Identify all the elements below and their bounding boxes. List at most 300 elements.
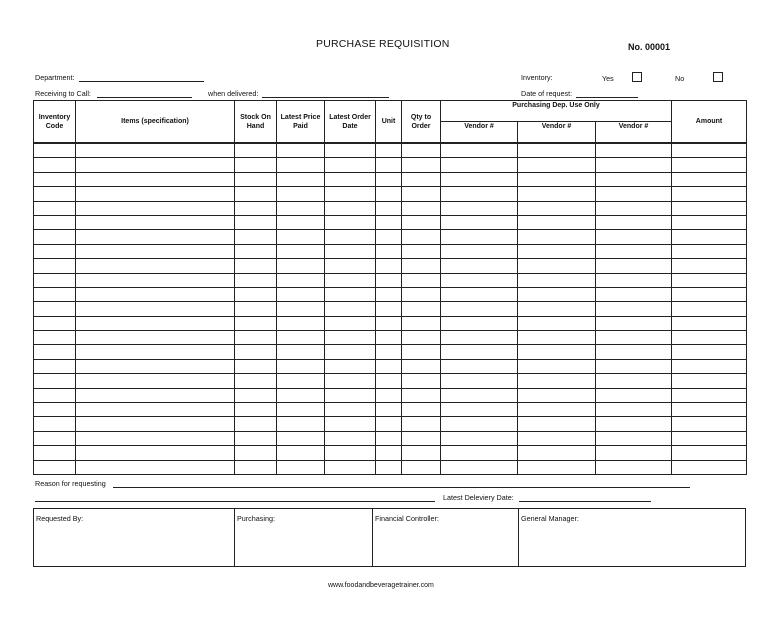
table-cell[interactable]	[596, 417, 672, 431]
table-cell[interactable]	[376, 345, 402, 359]
requested-by-box[interactable]	[33, 508, 234, 567]
reason-label: Reason for requesting	[35, 479, 106, 488]
table-cell[interactable]	[518, 331, 596, 345]
table-cell[interactable]	[402, 316, 441, 330]
table-cell[interactable]	[402, 345, 441, 359]
table-cell[interactable]	[441, 374, 518, 388]
table-cell[interactable]	[672, 259, 747, 273]
table-cell[interactable]	[277, 331, 325, 345]
table-cell[interactable]	[672, 403, 747, 417]
table-cell[interactable]	[672, 158, 747, 172]
table-cell[interactable]	[34, 374, 76, 388]
table-cell[interactable]	[441, 345, 518, 359]
table-cell[interactable]	[235, 172, 277, 186]
table-cell[interactable]	[596, 403, 672, 417]
table-cell[interactable]	[277, 215, 325, 229]
table-cell[interactable]	[76, 158, 235, 172]
table-cell[interactable]	[235, 460, 277, 474]
table-cell[interactable]	[596, 230, 672, 244]
table-cell[interactable]	[441, 144, 518, 158]
date-of-request-field[interactable]	[576, 97, 638, 98]
table-cell[interactable]	[596, 172, 672, 186]
table-cell[interactable]	[235, 388, 277, 402]
table-row	[34, 359, 747, 373]
table-cell[interactable]	[76, 316, 235, 330]
table-cell[interactable]	[76, 144, 235, 158]
table-cell[interactable]	[596, 244, 672, 258]
table-row	[34, 144, 747, 158]
table-cell[interactable]	[596, 273, 672, 287]
table-row	[34, 403, 747, 417]
table-cell[interactable]	[441, 316, 518, 330]
inventory-yes-checkbox[interactable]	[632, 72, 642, 82]
table-cell[interactable]	[672, 316, 747, 330]
table-cell[interactable]	[518, 374, 596, 388]
table-cell[interactable]	[325, 403, 376, 417]
table-cell[interactable]	[518, 403, 596, 417]
table-cell[interactable]	[402, 215, 441, 229]
table-cell[interactable]	[518, 230, 596, 244]
table-cell[interactable]	[34, 187, 76, 201]
table-cell[interactable]	[518, 388, 596, 402]
table-cell[interactable]	[325, 215, 376, 229]
table-cell[interactable]	[34, 273, 76, 287]
table-cell[interactable]	[596, 431, 672, 445]
table-cell[interactable]	[596, 215, 672, 229]
table-cell[interactable]	[325, 259, 376, 273]
table-cell[interactable]	[277, 302, 325, 316]
table-cell[interactable]	[518, 273, 596, 287]
table-cell[interactable]	[402, 201, 441, 215]
receiving-to-call-label: Receiving to Call:	[35, 89, 91, 98]
table-cell[interactable]	[518, 201, 596, 215]
table-cell[interactable]	[34, 287, 76, 301]
table-cell[interactable]	[402, 172, 441, 186]
table-cell[interactable]	[235, 403, 277, 417]
table-cell[interactable]	[518, 172, 596, 186]
table-cell[interactable]	[34, 144, 76, 158]
table-cell[interactable]	[518, 187, 596, 201]
table-cell[interactable]	[235, 215, 277, 229]
table-cell[interactable]	[402, 259, 441, 273]
table-cell[interactable]	[518, 158, 596, 172]
table-cell[interactable]	[376, 187, 402, 201]
table-cell[interactable]	[235, 417, 277, 431]
table-cell[interactable]	[34, 244, 76, 258]
table-cell[interactable]	[34, 259, 76, 273]
table-cell[interactable]	[277, 403, 325, 417]
table-cell[interactable]	[325, 359, 376, 373]
table-cell[interactable]	[376, 144, 402, 158]
table-cell[interactable]	[441, 331, 518, 345]
col-latest-price-paid: Latest Price Paid	[277, 101, 325, 143]
table-cell[interactable]	[325, 446, 376, 460]
table-cell[interactable]	[596, 446, 672, 460]
table-cell[interactable]	[376, 359, 402, 373]
col-latest-order-date: Latest Order Date	[325, 101, 376, 143]
table-cell[interactable]	[402, 403, 441, 417]
table-cell[interactable]	[76, 460, 235, 474]
table-cell[interactable]	[325, 316, 376, 330]
table-cell[interactable]	[76, 302, 235, 316]
table-cell[interactable]	[376, 417, 402, 431]
table-cell[interactable]	[376, 403, 402, 417]
table-cell[interactable]	[672, 215, 747, 229]
table-cell[interactable]	[376, 230, 402, 244]
table-cell[interactable]	[402, 302, 441, 316]
table-cell[interactable]	[76, 403, 235, 417]
table-cell[interactable]	[34, 331, 76, 345]
table-cell[interactable]	[76, 187, 235, 201]
table-cell[interactable]	[235, 230, 277, 244]
table-cell[interactable]	[235, 446, 277, 460]
table-cell[interactable]	[441, 215, 518, 229]
financial-controller-label: Financial Controller:	[375, 514, 439, 523]
table-row	[34, 316, 747, 330]
table-cell[interactable]	[76, 388, 235, 402]
table-cell[interactable]	[277, 187, 325, 201]
form-title: PURCHASE REQUISITION	[316, 38, 450, 50]
table-cell[interactable]	[596, 316, 672, 330]
table-cell[interactable]	[34, 403, 76, 417]
table-cell[interactable]	[325, 431, 376, 445]
table-cell[interactable]	[277, 460, 325, 474]
table-cell[interactable]	[518, 287, 596, 301]
table-cell[interactable]	[235, 144, 277, 158]
table-cell[interactable]	[441, 417, 518, 431]
table-cell[interactable]	[402, 359, 441, 373]
table-cell[interactable]	[325, 460, 376, 474]
table-cell[interactable]	[76, 259, 235, 273]
table-cell[interactable]	[402, 431, 441, 445]
table-cell[interactable]	[277, 287, 325, 301]
table-cell[interactable]	[376, 388, 402, 402]
table-cell[interactable]	[34, 316, 76, 330]
table-cell[interactable]	[441, 287, 518, 301]
table-cell[interactable]	[325, 374, 376, 388]
table-cell[interactable]	[277, 259, 325, 273]
table-cell[interactable]	[76, 446, 235, 460]
table-cell[interactable]	[34, 460, 76, 474]
table-cell[interactable]	[518, 144, 596, 158]
table-cell[interactable]	[34, 172, 76, 186]
table-cell[interactable]	[325, 345, 376, 359]
table-cell[interactable]	[34, 431, 76, 445]
table-cell[interactable]	[34, 345, 76, 359]
table-cell[interactable]	[277, 230, 325, 244]
table-cell[interactable]	[402, 287, 441, 301]
table-cell[interactable]	[325, 158, 376, 172]
table-cell[interactable]	[76, 244, 235, 258]
table-cell[interactable]	[518, 259, 596, 273]
table-cell[interactable]	[34, 446, 76, 460]
table-row	[34, 431, 747, 445]
when-delivered-field[interactable]	[262, 97, 389, 98]
table-cell[interactable]	[376, 316, 402, 330]
latest-delivery-date-field[interactable]	[519, 501, 651, 502]
table-cell[interactable]	[596, 259, 672, 273]
table-cell[interactable]	[34, 359, 76, 373]
table-cell[interactable]	[672, 302, 747, 316]
receiving-to-call-field[interactable]	[97, 97, 192, 98]
table-cell[interactable]	[376, 201, 402, 215]
inventory-label: Inventory:	[521, 73, 553, 82]
requisition-table	[33, 100, 747, 475]
table-cell[interactable]	[325, 187, 376, 201]
table-cell[interactable]	[76, 431, 235, 445]
table-row	[34, 460, 747, 474]
table-cell[interactable]	[325, 287, 376, 301]
table-cell[interactable]	[34, 417, 76, 431]
table-cell[interactable]	[518, 345, 596, 359]
table-cell[interactable]	[672, 446, 747, 460]
table-cell[interactable]	[518, 446, 596, 460]
table-cell[interactable]	[277, 244, 325, 258]
table-row	[34, 446, 747, 460]
table-cell[interactable]	[672, 172, 747, 186]
table-cell[interactable]	[235, 331, 277, 345]
table-cell[interactable]	[402, 244, 441, 258]
table-cell[interactable]	[376, 460, 402, 474]
inventory-yes-label: Yes	[602, 74, 614, 83]
table-cell[interactable]	[441, 388, 518, 402]
table-cell[interactable]	[402, 388, 441, 402]
col-amount: Amount	[672, 101, 747, 143]
table-row	[34, 417, 747, 431]
table-cell[interactable]	[235, 359, 277, 373]
table-cell[interactable]	[518, 431, 596, 445]
table-row	[34, 259, 747, 273]
table-cell[interactable]	[518, 359, 596, 373]
table-cell[interactable]	[518, 460, 596, 474]
table-cell[interactable]	[441, 201, 518, 215]
table-row	[34, 215, 747, 229]
table-cell[interactable]	[277, 172, 325, 186]
table-cell[interactable]	[235, 187, 277, 201]
table-cell[interactable]	[596, 460, 672, 474]
table-cell[interactable]	[76, 374, 235, 388]
reason-field-line-2[interactable]	[35, 501, 435, 502]
general-manager-box[interactable]	[518, 508, 746, 567]
table-cell[interactable]	[441, 187, 518, 201]
table-cell[interactable]	[518, 244, 596, 258]
table-cell[interactable]	[76, 172, 235, 186]
table-row	[34, 201, 747, 215]
table-cell[interactable]	[672, 144, 747, 158]
inventory-no-checkbox[interactable]	[713, 72, 723, 82]
table-cell[interactable]	[235, 287, 277, 301]
table-cell[interactable]	[277, 273, 325, 287]
table-cell[interactable]	[325, 417, 376, 431]
table-cell[interactable]	[402, 446, 441, 460]
table-cell[interactable]	[376, 259, 402, 273]
table-cell[interactable]	[34, 230, 76, 244]
table-cell[interactable]	[518, 316, 596, 330]
table-cell[interactable]	[518, 302, 596, 316]
table-cell[interactable]	[441, 259, 518, 273]
table-cell[interactable]	[596, 359, 672, 373]
table-cell[interactable]	[672, 388, 747, 402]
table-cell[interactable]	[376, 244, 402, 258]
purchasing-box[interactable]	[234, 508, 372, 567]
reason-field[interactable]	[113, 487, 690, 488]
table-row	[34, 244, 747, 258]
table-cell[interactable]	[76, 230, 235, 244]
col-stock-on-hand: Stock On Hand	[235, 101, 277, 143]
table-cell[interactable]	[596, 331, 672, 345]
table-cell[interactable]	[277, 201, 325, 215]
table-cell[interactable]	[325, 388, 376, 402]
table-cell[interactable]	[441, 230, 518, 244]
table-cell[interactable]	[376, 431, 402, 445]
department-field[interactable]	[79, 81, 204, 82]
table-cell[interactable]	[672, 374, 747, 388]
table-cell[interactable]	[376, 215, 402, 229]
table-cell[interactable]	[672, 201, 747, 215]
table-cell[interactable]	[376, 302, 402, 316]
table-cell[interactable]	[76, 331, 235, 345]
table-cell[interactable]	[376, 172, 402, 186]
table-cell[interactable]	[235, 302, 277, 316]
table-cell[interactable]	[672, 345, 747, 359]
table-cell[interactable]	[441, 359, 518, 373]
table-cell[interactable]	[376, 331, 402, 345]
table-cell[interactable]	[441, 244, 518, 258]
table-cell[interactable]	[596, 201, 672, 215]
table-cell[interactable]	[34, 201, 76, 215]
table-cell[interactable]	[235, 374, 277, 388]
general-manager-label: General Manager:	[521, 514, 579, 523]
table-cell[interactable]	[325, 331, 376, 345]
table-cell[interactable]	[325, 302, 376, 316]
table-cell[interactable]	[76, 359, 235, 373]
table-cell[interactable]	[325, 244, 376, 258]
table-cell[interactable]	[325, 230, 376, 244]
when-delivered-label: when delivered:	[208, 89, 259, 98]
table-cell[interactable]	[277, 144, 325, 158]
table-cell[interactable]	[235, 431, 277, 445]
table-cell[interactable]	[34, 388, 76, 402]
table-cell[interactable]	[402, 417, 441, 431]
table-cell[interactable]	[672, 187, 747, 201]
department-label: Department:	[35, 73, 75, 82]
table-row	[34, 158, 747, 172]
table-cell[interactable]	[325, 273, 376, 287]
table-cell[interactable]	[325, 172, 376, 186]
table-cell[interactable]	[76, 345, 235, 359]
table-cell[interactable]	[441, 302, 518, 316]
table-cell[interactable]	[34, 302, 76, 316]
table-cell[interactable]	[277, 359, 325, 373]
table-cell[interactable]	[672, 230, 747, 244]
table-cell[interactable]	[441, 172, 518, 186]
table-cell[interactable]	[376, 273, 402, 287]
table-cell[interactable]	[596, 374, 672, 388]
table-cell[interactable]	[235, 273, 277, 287]
table-cell[interactable]	[402, 331, 441, 345]
table-cell[interactable]	[402, 144, 441, 158]
table-cell[interactable]	[596, 144, 672, 158]
table-cell[interactable]	[76, 287, 235, 301]
table-cell[interactable]	[596, 388, 672, 402]
table-cell[interactable]	[376, 158, 402, 172]
table-cell[interactable]	[235, 316, 277, 330]
date-of-request-label: Date of request:	[521, 89, 573, 98]
inventory-no-label: No	[675, 74, 685, 83]
table-cell[interactable]	[402, 158, 441, 172]
table-cell[interactable]	[76, 201, 235, 215]
table-cell[interactable]	[376, 446, 402, 460]
table-cell[interactable]	[672, 273, 747, 287]
table-cell[interactable]	[672, 431, 747, 445]
table-cell[interactable]	[441, 446, 518, 460]
table-cell[interactable]	[441, 403, 518, 417]
latest-delivery-date-label: Latest Deleviery Date:	[443, 493, 514, 502]
table-cell[interactable]	[672, 244, 747, 258]
table-cell[interactable]	[277, 316, 325, 330]
table-cell[interactable]	[235, 201, 277, 215]
table-cell[interactable]	[596, 287, 672, 301]
table-cell[interactable]	[596, 302, 672, 316]
table-cell[interactable]	[441, 158, 518, 172]
table-cell[interactable]	[441, 431, 518, 445]
table-cell[interactable]	[325, 201, 376, 215]
table-cell[interactable]	[76, 215, 235, 229]
table-cell[interactable]	[235, 158, 277, 172]
table-cell[interactable]	[672, 359, 747, 373]
table-cell[interactable]	[376, 287, 402, 301]
table-cell[interactable]	[596, 158, 672, 172]
table-cell[interactable]	[672, 417, 747, 431]
table-cell[interactable]	[402, 273, 441, 287]
table-cell[interactable]	[277, 374, 325, 388]
table-cell[interactable]	[76, 273, 235, 287]
table-cell[interactable]	[518, 417, 596, 431]
table-cell[interactable]	[672, 460, 747, 474]
table-cell[interactable]	[235, 259, 277, 273]
table-cell[interactable]	[76, 417, 235, 431]
table-cell[interactable]	[277, 345, 325, 359]
table-cell[interactable]	[672, 331, 747, 345]
table-cell[interactable]	[277, 431, 325, 445]
table-cell[interactable]	[376, 374, 402, 388]
table-cell[interactable]	[402, 460, 441, 474]
table-cell[interactable]	[277, 446, 325, 460]
table-cell[interactable]	[402, 230, 441, 244]
col-unit: Unit	[376, 101, 402, 143]
table-cell[interactable]	[325, 144, 376, 158]
requested-by-label: Requested By:	[36, 514, 84, 523]
table-cell[interactable]	[596, 345, 672, 359]
col-vendor-2: Vendor #	[518, 122, 596, 143]
table-cell[interactable]	[235, 345, 277, 359]
table-cell[interactable]	[277, 158, 325, 172]
table-row	[34, 172, 747, 186]
table-cell[interactable]	[596, 187, 672, 201]
table-cell[interactable]	[518, 215, 596, 229]
table-cell[interactable]	[402, 187, 441, 201]
table-cell[interactable]	[34, 158, 76, 172]
table-cell[interactable]	[277, 417, 325, 431]
table-cell[interactable]	[441, 460, 518, 474]
financial-controller-box[interactable]	[372, 508, 518, 567]
table-cell[interactable]	[672, 287, 747, 301]
table-cell[interactable]	[441, 273, 518, 287]
table-cell[interactable]	[277, 388, 325, 402]
table-cell[interactable]	[402, 374, 441, 388]
table-cell[interactable]	[34, 215, 76, 229]
table-cell[interactable]	[235, 244, 277, 258]
